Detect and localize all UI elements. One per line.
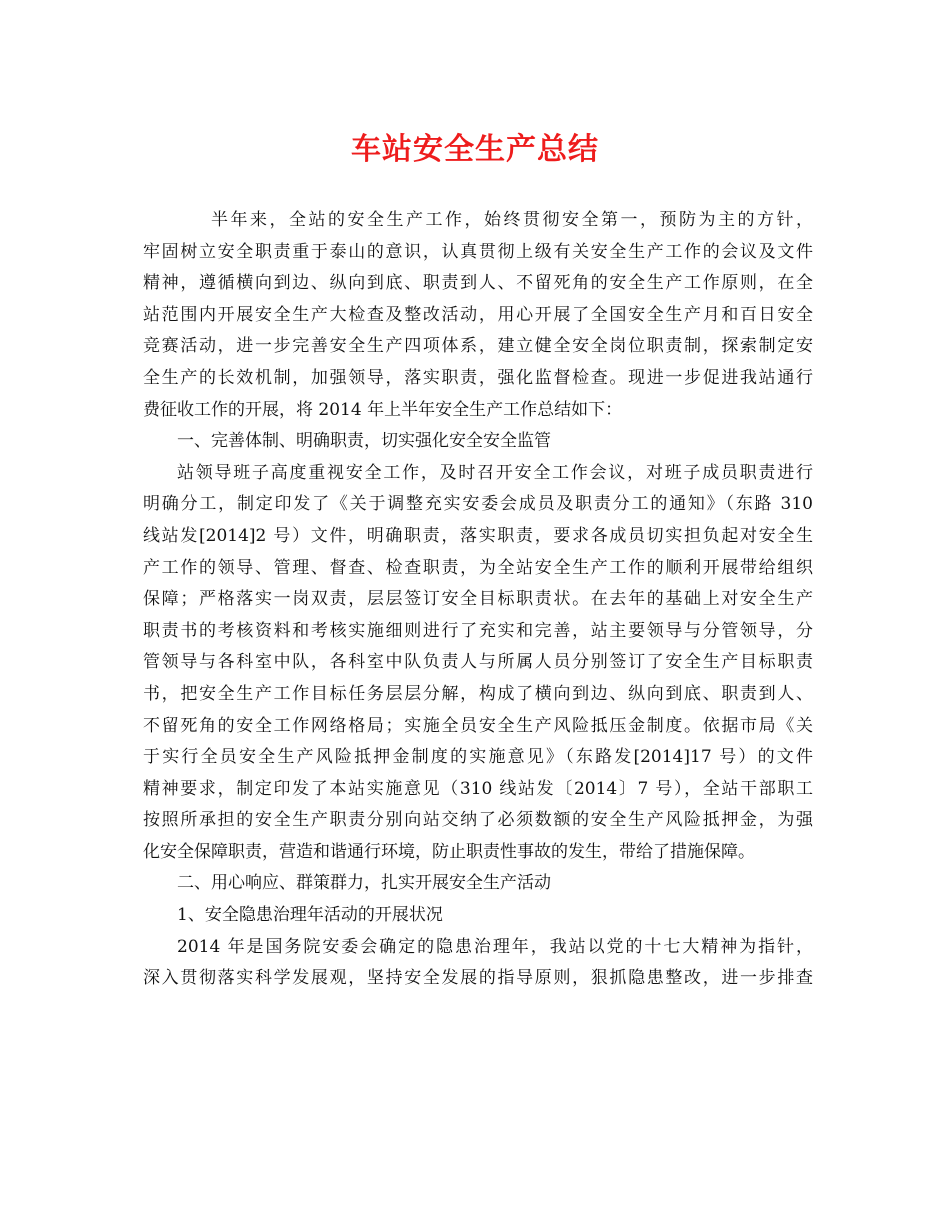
body-line: 一、完善体制、明确职责，切实强化安全安全监管 <box>177 431 551 452</box>
body-line: 2014 年是国务院安委会确定的隐患治理年，我站以党的十七大精神为指针， <box>177 936 813 957</box>
body-line: 精神，遵循横向到边、纵向到底、职责到人、不留死角的安全生产工作原则，在全 <box>143 273 813 294</box>
body-line: 站领导班子高度重视安全工作，及时召开安全工作会议，对班子成员职责进行 <box>177 462 813 483</box>
body-line: 职责书的考核资料和考核实施细则进行了充实和完善，站主要领导与分管领导，分 <box>143 620 813 641</box>
body-line: 二、用心响应、群策群力，扎实开展安全生产活动 <box>177 873 551 894</box>
document-title: 车站安全生产总结 <box>351 132 599 167</box>
body-line: 费征收工作的开展，将 2014 年上半年安全生产工作总结如下： <box>143 399 623 420</box>
body-line: 半年来，全站的安全生产工作，始终贯彻安全第一，预防为主的方针， <box>211 210 813 230</box>
body-line: 产工作的领导、管理、督查、检查职责，为全站安全生产工作的顺利开展带给组织 <box>143 557 813 578</box>
body-line: 保障；严格落实一岗双责，层层签订安全目标职责状。在去年的基础上对安全生产 <box>143 589 813 610</box>
body-line: 精神要求，制定印发了本站实施意见（310 线站发〔2014〕7 号），全站干部职工 <box>143 778 813 799</box>
body-line: 站范围内开展安全生产大检查及整改活动，用心开展了全国安全生产月和百日安全 <box>143 304 813 325</box>
body-line: 1、安全隐患治理年活动的开展状况 <box>177 905 443 926</box>
body-line: 明确分工，制定印发了《关于调整充实安委会成员及职责分工的通知》（东路 310 <box>143 494 813 515</box>
body-line: 竞赛活动，进一步完善安全生产四项体系，建立健全安全岗位职责制，探索制定安 <box>143 336 813 357</box>
document-body <box>143 205 813 995</box>
body-line: 于实行全员安全生产风险抵押金制度的实施意见》（东路发[2014]17 号）的文件 <box>143 747 813 768</box>
body-line: 不留死角的安全工作网络格局；实施全员安全生产风险抵压金制度。依据市局《关 <box>143 715 813 736</box>
body-line: 按照所承担的安全生产职责分别向站交纳了必须数额的安全生产风险抵押金，为强 <box>143 810 813 831</box>
body-line: 深入贯彻落实科学发展观，坚持安全发展的指导原则，狠抓隐患整改，进一步排查 <box>143 968 813 989</box>
body-line: 牢固树立安全职责重于泰山的意识，认真贯彻上级有关安全生产工作的会议及文件 <box>143 241 813 262</box>
body-line: 管领导与各科室中队，各科室中队负责人与所属人员分别签订了安全生产目标职责 <box>143 652 813 673</box>
body-line: 书，把安全生产工作目标任务层层分解，构成了横向到边、纵向到底、职责到人、 <box>143 683 813 704</box>
body-line: 全生产的长效机制，加强领导，落实职责，强化监督检查。现进一步促进我站通行 <box>143 367 813 388</box>
body-line: 化安全保障职责，营造和谐通行环境，防止职责性事故的发生，带给了措施保障。 <box>143 841 755 862</box>
body-line: 线站发[2014]2 号）文件，明确职责，落实职责，要求各成员切实担负起对安全生 <box>143 525 813 546</box>
